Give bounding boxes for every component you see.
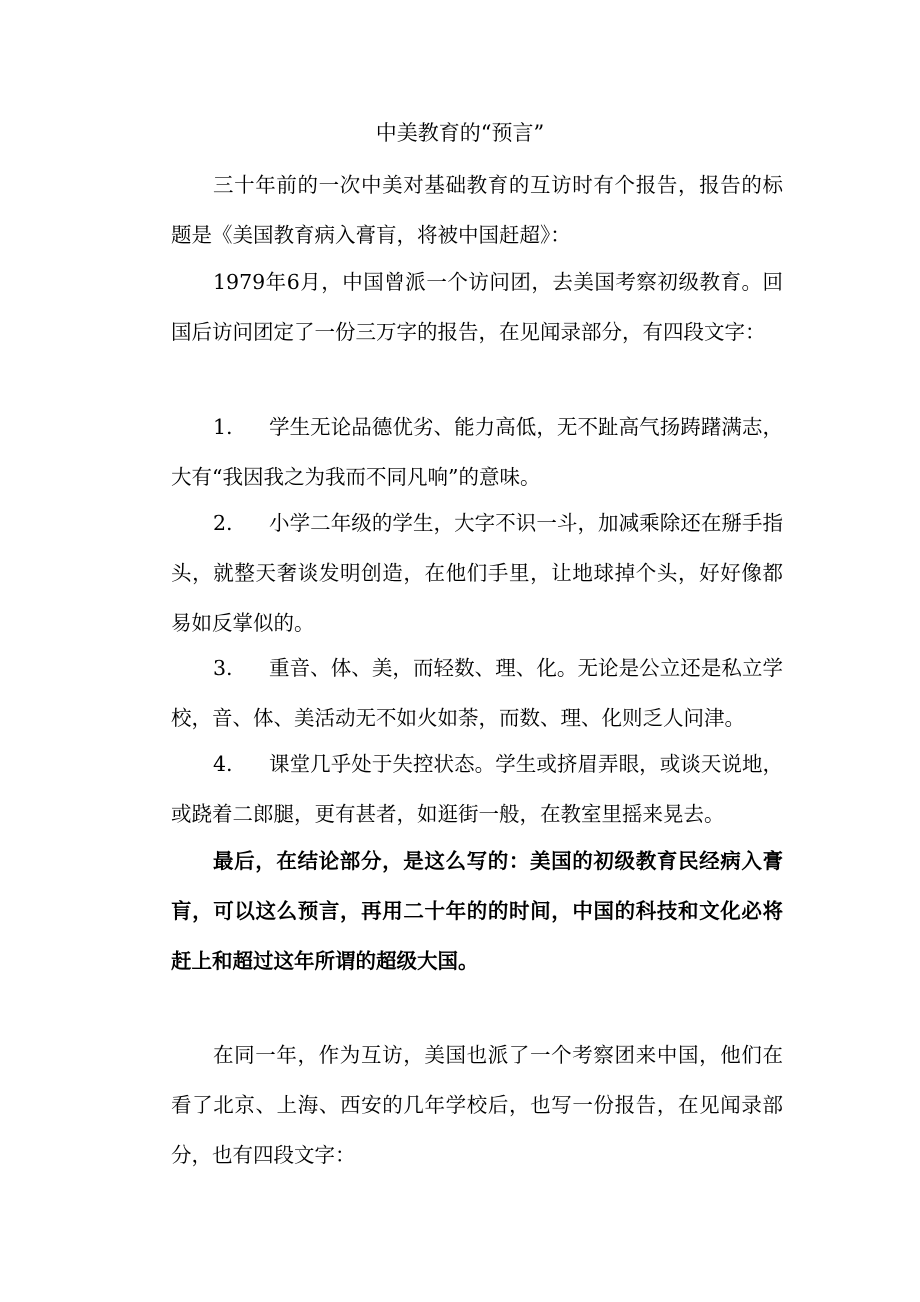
list-item-text: 重音、体、美，而轻数、理、化。无论是公立还是私立学校，音、体、美活动无不如火如荼，而数、理、化则乏人问津。: [171, 656, 783, 730]
list-item: [171, 402, 783, 502]
list-item-number: 2.: [213, 511, 233, 535]
list-item: [171, 739, 783, 839]
paragraph-1979-visit: 1979年6月，中国曾派一个访问团，去美国考察初级教育。回国后访问团定了一份三万字的报告，在见闻录部分，有四段文字：: [171, 270, 783, 344]
list-item: [171, 643, 783, 743]
list-item-text: 小学二年级的学生，大字不识一斗，加减乘除还在掰手指头，就整天奢谈发明创造，在他们手里，让地球掉个头，好好像都易如反掌似的。: [171, 511, 783, 635]
list-item-number: 3.: [213, 656, 233, 680]
list-item-text: 学生无论品德优劣、能力高低，无不趾高气扬踌躇满志，大有“我因我之为我而不同凡响”的意味。: [171, 415, 783, 489]
list-item-text: 课堂几乎处于失控状态。学生或挤眉弄眼，或谈天说地，或跷着二郎腿，更有甚者，如逛街一般，在教室里摇来晃去。: [171, 752, 783, 826]
document-title: 中美教育的“预言”: [375, 121, 545, 145]
list-item: [171, 498, 783, 648]
intro-paragraph: 三十年前的一次中美对基础教育的互访时有个报告，报告的标题是《美国教育病入膏肓，将被中国赶超》：: [171, 173, 783, 247]
us-visit-paragraph: 在同一年，作为互访，美国也派了一个考察团来中国，他们在看了北京、上海、西安的几年学校后，也写一份报告，在见闻录部分，也有四段文字：: [171, 1043, 783, 1167]
list-item-number: 1.: [213, 415, 233, 439]
conclusion-paragraph: 最后，在结论部分，是这么写的：美国的初级教育民经病入膏肓，可以这么预言，再用二十年的的时间，中国的科技和文化必将赶上和超过这年所谓的超级大国。: [171, 849, 783, 973]
list-item-number: 4.: [213, 752, 233, 776]
